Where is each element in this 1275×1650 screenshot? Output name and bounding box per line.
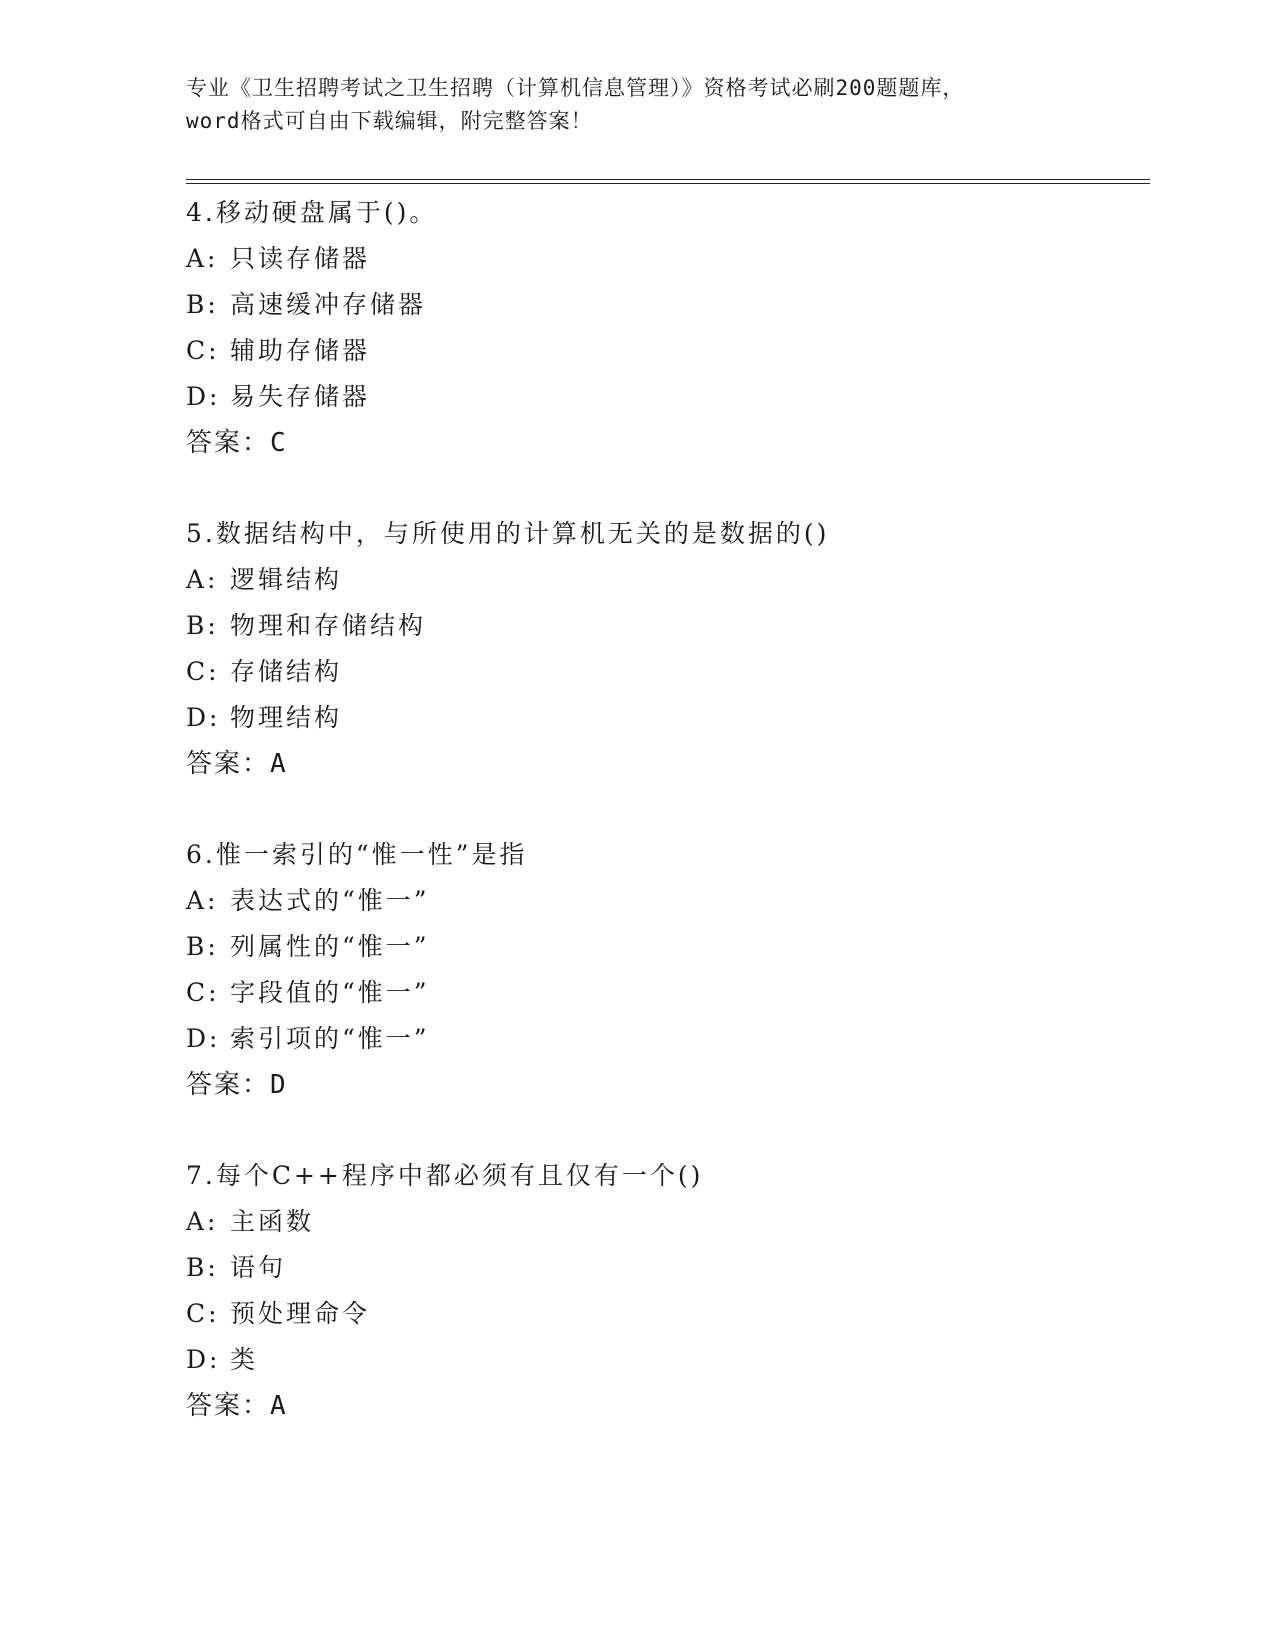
question-list	[186, 190, 1146, 1474]
option-letter: C:	[186, 978, 220, 1007]
question-6	[186, 832, 1146, 1108]
option-b	[186, 1245, 1146, 1291]
option-letter: C:	[186, 1299, 220, 1328]
option-d	[186, 1337, 1146, 1383]
answer-line	[186, 420, 1146, 466]
option-letter: D:	[186, 1345, 221, 1374]
question-stem: 4.移动硬盘属于()。	[186, 198, 438, 227]
answer-label: 答案：	[186, 1070, 271, 1100]
option-d	[186, 695, 1146, 741]
option-text: 表达式的“惟一”	[230, 886, 430, 915]
option-letter: B:	[186, 932, 219, 961]
option-letter: D:	[186, 1024, 221, 1053]
option-text: 逻辑结构	[230, 565, 343, 594]
option-text: 索引项的“惟一”	[230, 1024, 430, 1053]
answer-value: C	[270, 428, 288, 458]
option-text: 类	[230, 1345, 259, 1374]
option-b	[186, 603, 1146, 649]
answer-label: 答案：	[186, 428, 271, 458]
option-letter: A:	[186, 565, 219, 594]
option-letter: C:	[186, 657, 220, 686]
option-text: 语句	[230, 1253, 287, 1282]
option-text: 只读存储器	[230, 244, 371, 273]
answer-line	[186, 1383, 1146, 1429]
option-letter: D:	[186, 382, 221, 411]
option-d	[186, 374, 1146, 420]
option-text: 预处理命令	[230, 1299, 371, 1328]
header-divider-bottom	[186, 183, 1150, 184]
document-header	[186, 72, 1086, 138]
header-title-line-1: 专业《卫生招聘考试之卫生招聘（计算机信息管理）》资格考试必刷200题题库，	[186, 76, 965, 100]
option-text: 存储结构	[230, 657, 343, 686]
option-c	[186, 1291, 1146, 1337]
header-title-line-2: word格式可自由下载编辑，附完整答案！	[186, 109, 593, 133]
option-d	[186, 1016, 1146, 1062]
option-a	[186, 1199, 1146, 1245]
answer-label: 答案：	[186, 749, 271, 779]
answer-value: A	[270, 749, 288, 779]
question-5	[186, 511, 1146, 787]
option-text: 辅助存储器	[230, 336, 371, 365]
option-letter: A:	[186, 244, 219, 273]
option-text: 字段值的“惟一”	[230, 978, 430, 1007]
option-text: 列属性的“惟一”	[230, 932, 430, 961]
question-stem: 6.惟一索引的“惟一性”是指	[186, 840, 528, 869]
option-a	[186, 878, 1146, 924]
option-text: 主函数	[230, 1207, 315, 1236]
header-divider-top	[186, 179, 1150, 180]
option-text: 易失存储器	[230, 382, 371, 411]
question-stem: 5.数据结构中，与所使用的计算机无关的是数据的()	[186, 519, 830, 548]
option-text: 物理和存储结构	[230, 611, 427, 640]
option-b	[186, 924, 1146, 970]
option-letter: B:	[186, 611, 219, 640]
option-letter: B:	[186, 1253, 219, 1282]
option-letter: C:	[186, 336, 220, 365]
question-7	[186, 1153, 1146, 1429]
option-letter: A:	[186, 886, 219, 915]
option-b	[186, 282, 1146, 328]
option-text: 物理结构	[230, 703, 343, 732]
question-stem: 7.每个C++程序中都必须有且仅有一个()	[186, 1161, 704, 1190]
answer-line	[186, 741, 1146, 787]
option-c	[186, 970, 1146, 1016]
answer-label: 答案：	[186, 1391, 271, 1421]
option-a	[186, 236, 1146, 282]
option-letter: D:	[186, 703, 221, 732]
option-c	[186, 328, 1146, 374]
question-4	[186, 190, 1146, 466]
option-text: 高速缓冲存储器	[230, 290, 427, 319]
answer-value: A	[270, 1391, 288, 1421]
option-a	[186, 557, 1146, 603]
option-c	[186, 649, 1146, 695]
option-letter: A:	[186, 1207, 219, 1236]
answer-line	[186, 1062, 1146, 1108]
answer-value: D	[270, 1070, 288, 1100]
option-letter: B:	[186, 290, 219, 319]
